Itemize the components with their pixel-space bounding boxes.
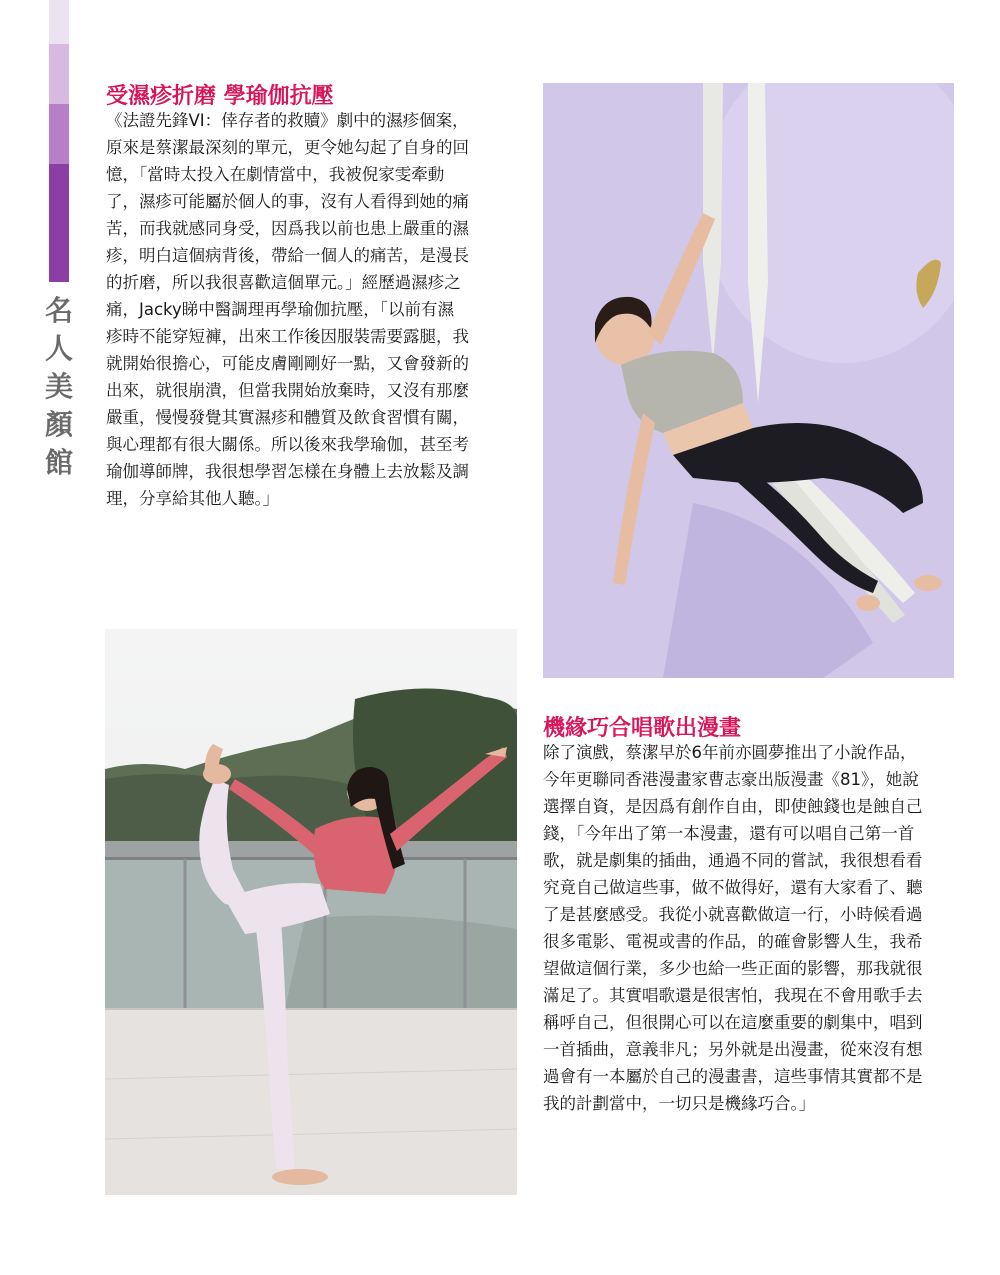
text-line: 究竟自己做這些事，做不做得好，還有大家看了、聽	[543, 878, 923, 897]
accent-segment	[49, 44, 69, 104]
section-label-char: 名	[44, 294, 73, 327]
section-accent-bar	[49, 0, 69, 282]
text-line: 了，濕疹可能屬於個人的事，沒有人看得到她的痛	[106, 192, 469, 211]
article-heading: 機緣巧合唱歌出漫畫	[543, 715, 742, 741]
accent-segment	[49, 0, 69, 44]
text-line: 我的計劃當中，一切只是機緣巧合。」	[543, 1094, 816, 1113]
text-line: 憶，「當時太投入在劇情當中，我被倪家雯牽動	[106, 165, 445, 184]
text-line: 出來，就很崩潰，但當我開始放棄時，又沒有那麼	[106, 381, 469, 400]
section-label-char: 美	[44, 370, 73, 403]
text-line: 的折磨，所以我很喜歡這個單元。」經歷過濕疹之	[106, 273, 461, 292]
article-heading: 受濕疹折磨 學瑜伽抗壓	[106, 83, 334, 109]
text-line: 過會有一本屬於自己的漫畫書，這些事情其實都不是	[543, 1067, 923, 1086]
article-body	[543, 739, 963, 1117]
text-line: 選擇自資，是因爲有創作自由，即使蝕錢也是蝕自己	[543, 797, 923, 816]
text-line: 與心理都有很大關係。所以後來我學瑜伽，甚至考	[106, 435, 469, 454]
article-body	[106, 107, 521, 512]
dancer-pose-yoga-photo	[105, 629, 517, 1195]
text-line: 滿足了。其實唱歌還是很害怕，我現在不會用歌手去	[543, 986, 923, 1005]
accent-segment	[49, 164, 69, 282]
text-line: 《法證先鋒VI：倖存者的救贖》劇中的濕疹個案，	[106, 111, 469, 130]
text-line: 苦，而我就感同身受，因爲我以前也患上嚴重的濕	[106, 219, 469, 238]
section-label-char: 館	[44, 446, 73, 479]
text-line: 瑜伽導師牌，我很想學習怎樣在身體上去放鬆及調	[106, 462, 469, 481]
aerial-yoga-photo	[543, 83, 954, 678]
section-label	[44, 292, 74, 482]
text-line: 望做這個行業，多少也給一些正面的影響，那我就很	[543, 959, 923, 978]
text-line: 痛，Jacky睇中醫調理再學瑜伽抗壓，「以前有濕	[106, 300, 455, 319]
text-line: 除了演戲，蔡潔早於6年前亦圓夢推出了小說作品，	[543, 743, 917, 762]
text-line: 稱呼自己，但很開心可以在這麼重要的劇集中，唱到	[543, 1013, 923, 1032]
text-line: 疹，明白這個病背後，帶給一個人的痛苦，是漫長	[106, 246, 469, 265]
text-line: 疹時不能穿短褲，出來工作後因服裝需要露腿，我	[106, 327, 469, 346]
text-line: 了是甚麼感受。我從小就喜歡做這一行，小時候看過	[543, 905, 923, 924]
text-line: 理，分享給其他人聽。」	[106, 489, 280, 508]
section-label-char: 人	[44, 332, 73, 365]
text-line: 原來是蔡潔最深刻的單元，更令她勾起了自身的回	[106, 138, 469, 157]
text-line: 一首插曲，意義非凡；另外就是出漫畫，從來沒有想	[543, 1040, 923, 1059]
accent-segment	[49, 104, 69, 164]
text-line: 就開始很擔心，可能皮膚剛剛好一點，又會發新的	[106, 354, 469, 373]
text-line: 嚴重，慢慢發覺其實濕疹和體質及飲食習慣有關，	[106, 408, 469, 427]
text-line: 今年更聯同香港漫畫家曹志豪出版漫畫《81》，她說	[543, 770, 919, 789]
text-line: 很多電影、電視或書的作品，的確會影響人生，我希	[543, 932, 923, 951]
text-line: 歌，就是劇集的插曲，通過不同的嘗試，我很想看看	[543, 851, 923, 870]
text-line: 錢，「今年出了第一本漫畫，還有可以唱自己第一首	[543, 824, 915, 843]
section-label-char: 顏	[44, 408, 73, 441]
